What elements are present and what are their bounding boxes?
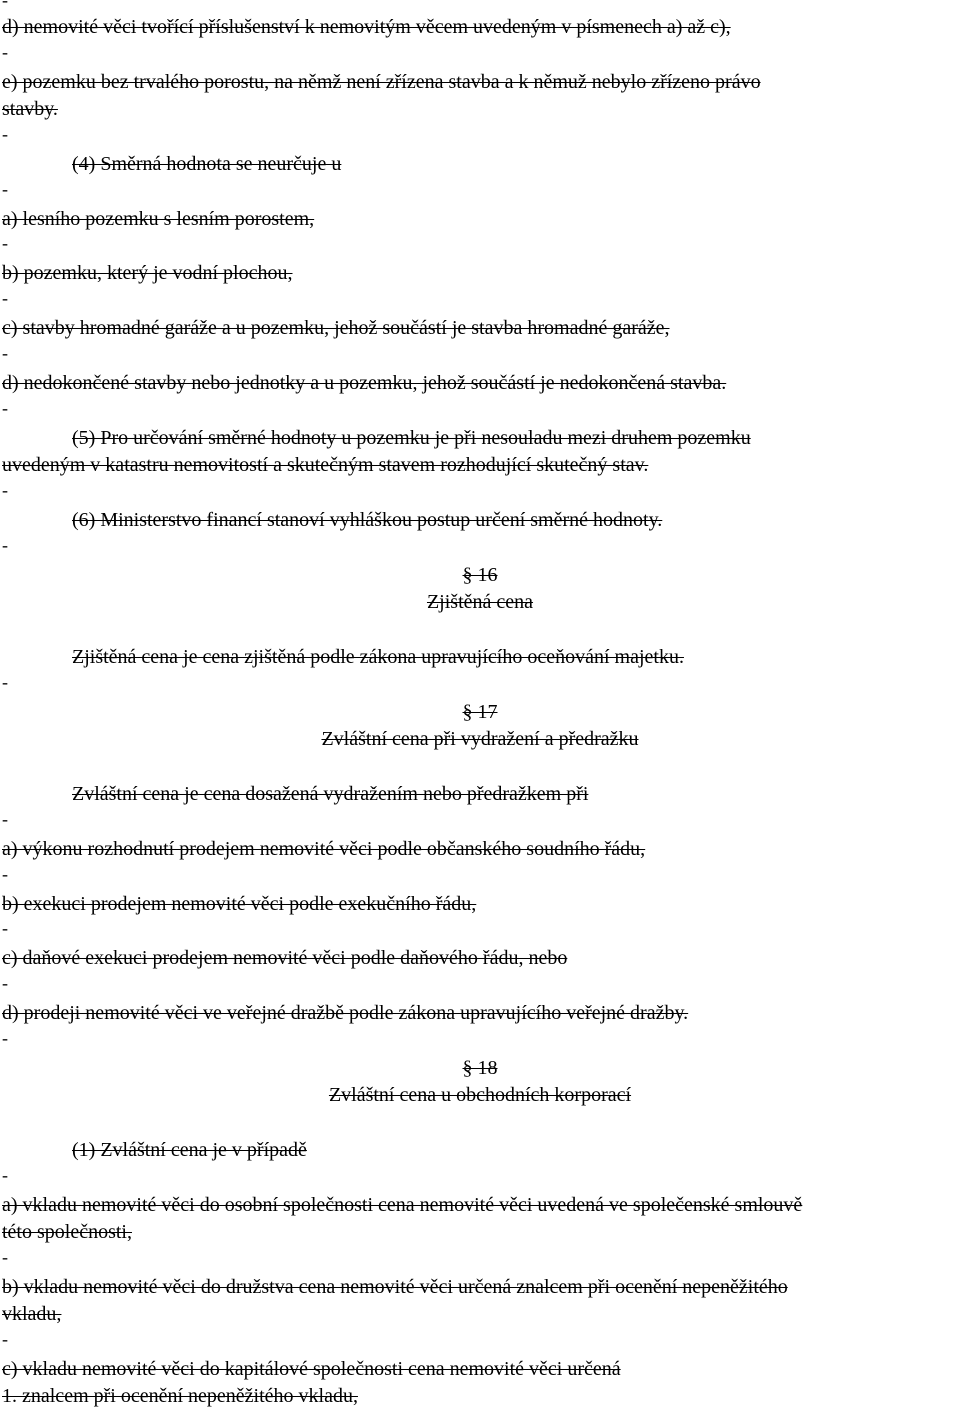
paragraph-heading: Zvláštní cena je cena dosažená vydražením nebo předražkem při [72, 783, 589, 805]
text-line: a) výkonu rozhodnutí prodejem nemovité věci podle občanského soudního řádu, [2, 838, 646, 860]
dash-marker: - [2, 1329, 8, 1349]
text-line: vkladu, [2, 1303, 62, 1325]
text-line: d) nemovité věci tvořící příslušenství k nemovitým věcem uvedeným v písmenech a) až c), [2, 16, 731, 38]
text-line: a) lesního pozemku s lesním porostem, [2, 208, 315, 230]
dash-marker: - [2, 0, 8, 10]
text-line: 1. znalcem při ocenění nepeněžitého vkladu, [2, 1385, 358, 1407]
dash-marker: - [2, 1247, 8, 1267]
dash-marker: - [2, 1028, 8, 1048]
dash-marker: - [2, 672, 8, 692]
dash-marker: - [2, 398, 8, 418]
text-line: c) stavby hromadné garáže a u pozemku, jehož součástí je stavba hromadné garáže, [2, 317, 670, 339]
text-line: d) prodeji nemovité věci ve veřejné dražbě podle zákona upravujícího veřejné dražby. [2, 1002, 689, 1024]
paragraph-heading: (4) Směrná hodnota se neurčuje u [72, 153, 342, 175]
dash-marker: - [2, 918, 8, 938]
text-line: d) nedokončené stavby nebo jednotky a u pozemku, jehož součástí je nedokončená stavba. [2, 372, 727, 394]
text-line: b) vkladu nemovité věci do družstva cena nemovité věci určená znalcem při ocenění nepeněžitého [2, 1276, 788, 1298]
text-line: c) vkladu nemovité věci do kapitálové společnosti cena nemovité věci určená [2, 1358, 621, 1380]
section-number: § 18 [462, 1057, 498, 1079]
dash-marker: - [2, 864, 8, 884]
text-line: b) pozemku, který je vodní plochou, [2, 262, 293, 284]
text-line: a) vkladu nemovité věci do osobní společnosti cena nemovité věci uvedená ve společenské smlouvě [2, 1194, 803, 1216]
dash-marker: - [2, 343, 8, 363]
paragraph-heading: (5) Pro určování směrné hodnoty u pozemku je při nesouladu mezi druhem pozemku [72, 427, 751, 449]
dash-marker: - [2, 233, 8, 253]
text-line: b) exekuci prodejem nemovité věci podle exekučního řádu, [2, 893, 477, 915]
dash-marker: - [2, 288, 8, 308]
dash-marker: - [2, 124, 8, 144]
dash-marker: - [2, 42, 8, 62]
section-title: Zvláštní cena při vydražení a předražku [321, 728, 639, 750]
text-line: této společnosti, [2, 1221, 132, 1243]
paragraph-heading: Zjištěná cena je cena zjištěná podle zákona upravujícího oceňování majetku. [72, 646, 684, 668]
text-line: e) pozemku bez trvalého porostu, na němž není zřízena stavba a k němuž nebylo zřízeno právo [2, 71, 761, 93]
paragraph-heading: (6) Ministerstvo financí stanoví vyhláškou postup určení směrné hodnoty. [72, 509, 663, 531]
dash-marker: - [2, 1165, 8, 1185]
section-title: Zjištěná cena [426, 591, 534, 613]
text-line: c) daňové exekuci prodejem nemovité věci podle daňového řádu, nebo [2, 947, 568, 969]
paragraph-heading: (1) Zvláštní cena je v případě [72, 1139, 307, 1161]
section-number: § 17 [462, 701, 498, 723]
text-line: stavby. [2, 98, 58, 120]
text-line: uvedeným v katastru nemovitostí a skutečným stavem rozhodující skutečný stav. [2, 454, 649, 476]
section-title: Zvláštní cena u obchodních korporací [328, 1084, 632, 1106]
dash-marker: - [2, 179, 8, 199]
dash-marker: - [2, 809, 8, 829]
dash-marker: - [2, 480, 8, 500]
dash-marker: - [2, 535, 8, 555]
section-number: § 16 [462, 564, 498, 586]
dash-marker: - [2, 973, 8, 993]
